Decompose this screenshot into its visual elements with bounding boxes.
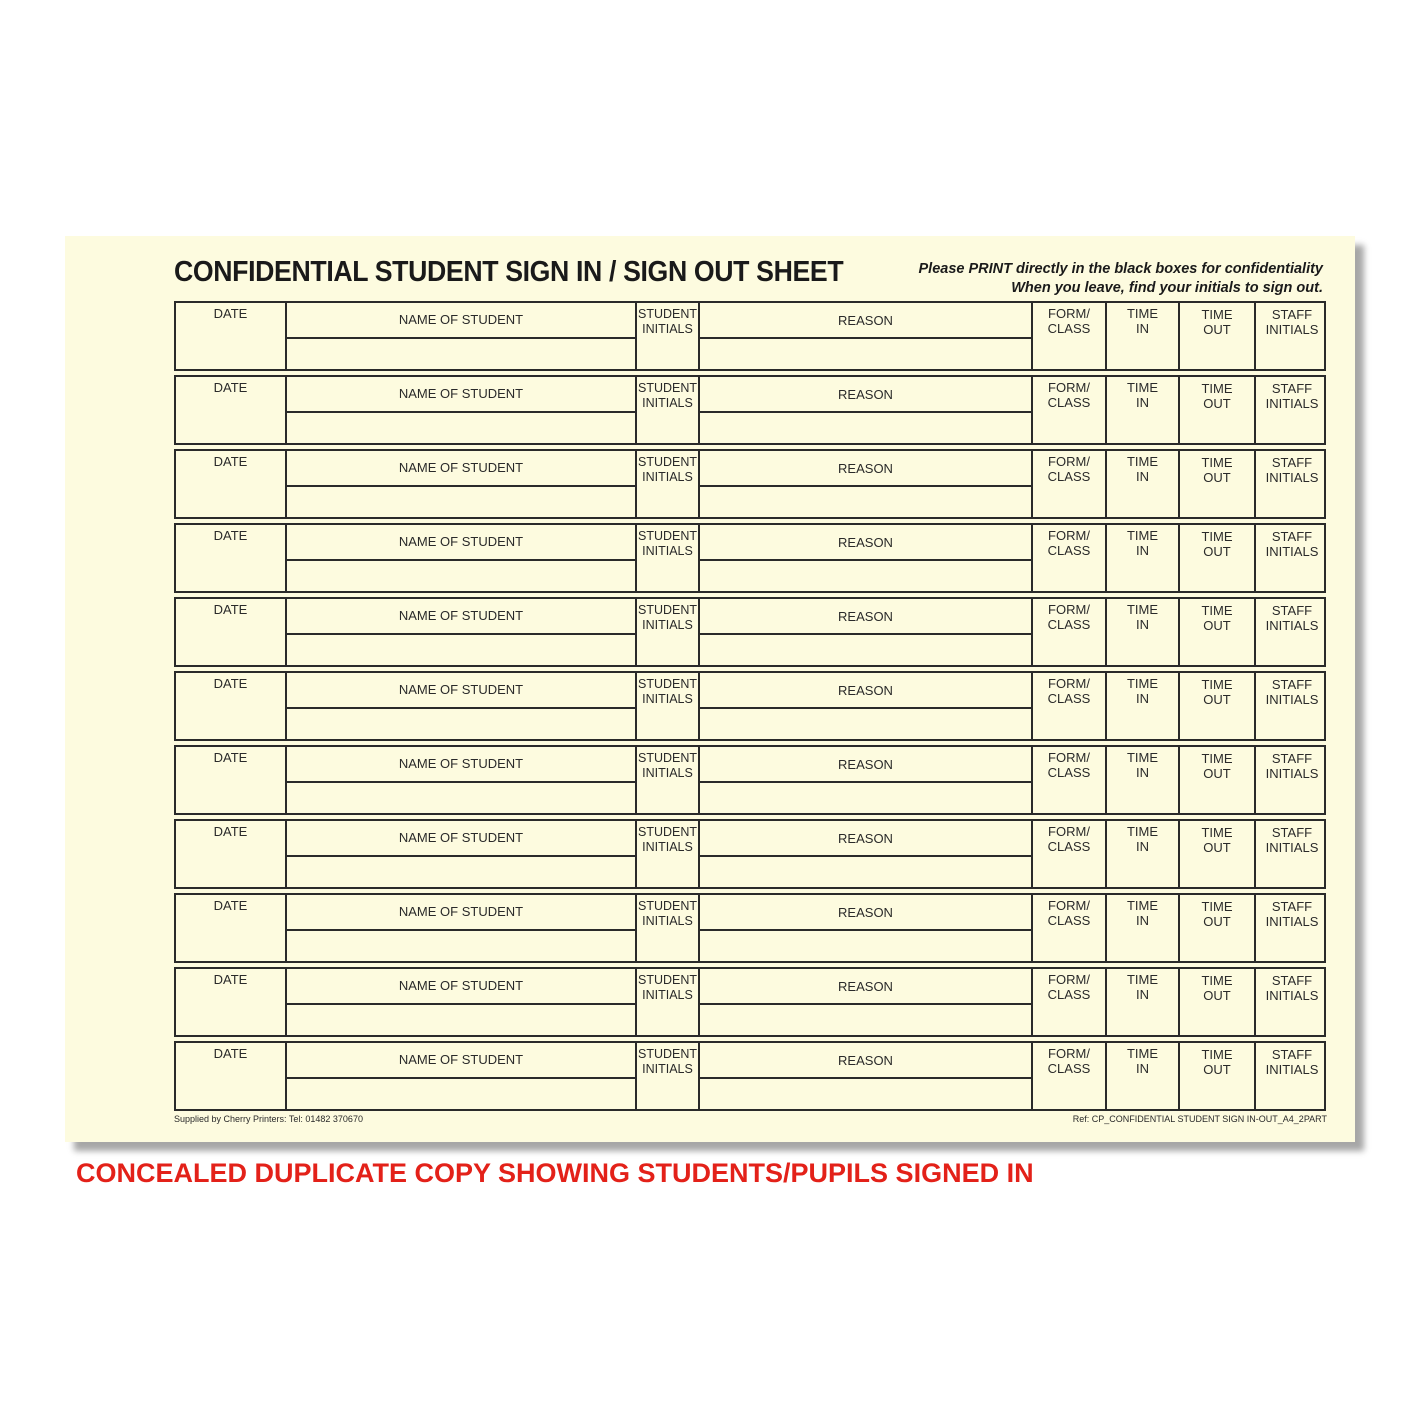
- time-in-cell[interactable]: [1105, 451, 1178, 517]
- student-initials-label-1: STUDENT: [637, 603, 698, 617]
- staff-initials-label-1: STAFF: [1271, 455, 1313, 470]
- date-label: DATE: [213, 528, 248, 543]
- reason-divider: [700, 781, 1031, 783]
- date-label: DATE: [213, 1046, 248, 1061]
- time-in-label-2: IN: [1136, 321, 1149, 336]
- staff-initials-cell[interactable]: [1254, 377, 1328, 443]
- time-in-label-1: TIME: [1126, 528, 1159, 543]
- student-initials-label-1: STUDENT: [637, 751, 698, 765]
- date-cell[interactable]: [176, 303, 285, 369]
- staff-initials-cell[interactable]: [1254, 747, 1328, 813]
- date-label: DATE: [213, 972, 248, 987]
- reason-cell[interactable]: [698, 525, 1031, 591]
- reason-divider: [700, 633, 1031, 635]
- student-name-label: NAME OF STUDENT: [398, 312, 524, 327]
- student-initials-label-1: STUDENT: [637, 677, 698, 691]
- staff-initials-label-2: INITIALS: [1265, 618, 1319, 633]
- form-class-cell[interactable]: [1031, 599, 1105, 665]
- name-divider: [287, 559, 635, 561]
- name-divider: [287, 781, 635, 783]
- duplicate-copy-notice: CONCEALED DUPLICATE COPY SHOWING STUDENTS/PUPILS SIGNED IN: [76, 1158, 1034, 1188]
- form-class-cell[interactable]: [1031, 1043, 1105, 1109]
- form-class-cell[interactable]: [1031, 969, 1105, 1035]
- time-out-label-2: OUT: [1203, 914, 1231, 929]
- student-initials-label-1: STUDENT: [637, 1047, 698, 1061]
- time-out-cell[interactable]: [1178, 599, 1254, 665]
- reason-divider: [700, 559, 1031, 561]
- form-class-cell[interactable]: [1031, 747, 1105, 813]
- time-out-label-1: TIME: [1201, 603, 1233, 618]
- time-in-label-1: TIME: [1126, 898, 1159, 913]
- reason-divider: [700, 485, 1031, 487]
- entry-row: [174, 449, 1326, 519]
- staff-initials-cell[interactable]: [1254, 1043, 1328, 1109]
- date-cell[interactable]: [176, 969, 285, 1035]
- instruction-line-1: Please PRINT directly in the black boxes for confidentiality: [918, 261, 1323, 277]
- form-class-label-1: FORM/: [1048, 972, 1090, 987]
- time-out-label-2: OUT: [1203, 618, 1231, 633]
- student-initials-label-2: INITIALS: [642, 396, 693, 410]
- form-class-label-2: CLASS: [1047, 617, 1091, 632]
- student-initials-cell[interactable]: [635, 451, 698, 517]
- student-initials-label-1: STUDENT: [637, 529, 698, 543]
- name-divider: [287, 1077, 635, 1079]
- time-in-cell[interactable]: [1105, 673, 1178, 739]
- time-in-label-1: TIME: [1126, 380, 1159, 395]
- staff-initials-cell[interactable]: [1254, 525, 1328, 591]
- student-initials-label-1: STUDENT: [637, 973, 698, 987]
- time-in-cell[interactable]: [1105, 525, 1178, 591]
- student-initials-cell[interactable]: [635, 303, 698, 369]
- student-name-label: NAME OF STUDENT: [398, 904, 524, 919]
- time-in-label-1: TIME: [1126, 972, 1159, 987]
- staff-initials-cell[interactable]: [1254, 303, 1328, 369]
- entry-row: [174, 745, 1326, 815]
- student-initials-label-2: INITIALS: [642, 544, 693, 558]
- time-in-cell[interactable]: [1105, 969, 1178, 1035]
- staff-initials-label-2: INITIALS: [1265, 1062, 1319, 1077]
- staff-initials-label-1: STAFF: [1271, 603, 1313, 618]
- form-class-label-1: FORM/: [1048, 1046, 1090, 1061]
- time-in-label-2: IN: [1136, 1061, 1149, 1076]
- reason-label: REASON: [838, 535, 893, 550]
- student-initials-label-2: INITIALS: [642, 766, 693, 780]
- staff-initials-label-2: INITIALS: [1265, 396, 1319, 411]
- student-initials-label-1: STUDENT: [637, 825, 698, 839]
- entry-row: [174, 819, 1326, 889]
- time-in-cell[interactable]: [1105, 747, 1178, 813]
- student-initials-label-2: INITIALS: [642, 692, 693, 706]
- student-initials-cell[interactable]: [635, 599, 698, 665]
- student-initials-label-2: INITIALS: [642, 618, 693, 632]
- student-name-label: NAME OF STUDENT: [398, 1052, 524, 1067]
- time-in-label-2: IN: [1136, 765, 1149, 780]
- reason-label: REASON: [838, 757, 893, 772]
- student-initials-cell[interactable]: [635, 895, 698, 961]
- student-name-label: NAME OF STUDENT: [398, 608, 524, 623]
- entry-row: [174, 301, 1326, 371]
- student-initials-cell[interactable]: [635, 747, 698, 813]
- time-out-cell[interactable]: [1178, 747, 1254, 813]
- time-out-label-1: TIME: [1201, 899, 1233, 914]
- time-out-label-1: TIME: [1201, 751, 1233, 766]
- staff-initials-label-1: STAFF: [1271, 529, 1313, 544]
- supplier-footer: Supplied by Cherry Printers: Tel: 01482 370670: [174, 1114, 363, 1124]
- time-in-label-1: TIME: [1126, 1046, 1159, 1061]
- student-initials-label-1: STUDENT: [637, 307, 698, 321]
- name-divider: [287, 855, 635, 857]
- time-in-label-2: IN: [1136, 913, 1149, 928]
- form-class-cell[interactable]: [1031, 525, 1105, 591]
- student-name-label: NAME OF STUDENT: [398, 978, 524, 993]
- form-class-label-2: CLASS: [1047, 469, 1091, 484]
- form-class-label-1: FORM/: [1048, 454, 1090, 469]
- time-in-cell[interactable]: [1105, 1043, 1178, 1109]
- time-out-label-1: TIME: [1201, 973, 1233, 988]
- time-out-label-2: OUT: [1203, 1062, 1231, 1077]
- form-class-label-2: CLASS: [1047, 913, 1091, 928]
- reason-cell[interactable]: [698, 377, 1031, 443]
- time-out-cell[interactable]: [1178, 673, 1254, 739]
- reason-label: REASON: [838, 313, 893, 328]
- time-in-label-1: TIME: [1126, 602, 1159, 617]
- reason-cell[interactable]: [698, 673, 1031, 739]
- date-label: DATE: [213, 380, 248, 395]
- date-label: DATE: [213, 602, 248, 617]
- time-out-label-2: OUT: [1203, 840, 1231, 855]
- date-label: DATE: [213, 750, 248, 765]
- time-out-label-1: TIME: [1201, 307, 1233, 322]
- student-initials-cell[interactable]: [635, 673, 698, 739]
- date-cell[interactable]: [176, 747, 285, 813]
- staff-initials-label-1: STAFF: [1271, 899, 1313, 914]
- student-name-cell[interactable]: [285, 303, 635, 369]
- staff-initials-label-2: INITIALS: [1265, 914, 1319, 929]
- staff-initials-label-1: STAFF: [1271, 973, 1313, 988]
- student-initials-cell[interactable]: [635, 525, 698, 591]
- sign-in-sheet: [65, 236, 1355, 1142]
- time-in-cell[interactable]: [1105, 599, 1178, 665]
- student-name-cell[interactable]: [285, 599, 635, 665]
- reason-cell[interactable]: [698, 821, 1031, 887]
- student-initials-cell[interactable]: [635, 1043, 698, 1109]
- student-name-cell[interactable]: [285, 821, 635, 887]
- form-class-label-1: FORM/: [1048, 898, 1090, 913]
- time-out-cell[interactable]: [1178, 303, 1254, 369]
- entry-row: [174, 893, 1326, 963]
- reason-label: REASON: [838, 461, 893, 476]
- form-class-label-1: FORM/: [1048, 676, 1090, 691]
- reason-divider: [700, 707, 1031, 709]
- time-out-label-2: OUT: [1203, 544, 1231, 559]
- student-initials-label-2: INITIALS: [642, 988, 693, 1002]
- time-in-cell[interactable]: [1105, 895, 1178, 961]
- form-class-label-1: FORM/: [1048, 528, 1090, 543]
- reason-label: REASON: [838, 609, 893, 624]
- date-cell[interactable]: [176, 895, 285, 961]
- time-out-cell[interactable]: [1178, 377, 1254, 443]
- name-divider: [287, 337, 635, 339]
- form-class-label-1: FORM/: [1048, 306, 1090, 321]
- time-in-label-2: IN: [1136, 395, 1149, 410]
- staff-initials-label-2: INITIALS: [1265, 692, 1319, 707]
- student-initials-label-1: STUDENT: [637, 455, 698, 469]
- date-cell[interactable]: [176, 673, 285, 739]
- time-out-label-2: OUT: [1203, 766, 1231, 781]
- form-class-cell[interactable]: [1031, 377, 1105, 443]
- staff-initials-cell[interactable]: [1254, 969, 1328, 1035]
- time-in-label-2: IN: [1136, 543, 1149, 558]
- date-label: DATE: [213, 824, 248, 839]
- reason-cell[interactable]: [698, 451, 1031, 517]
- time-in-label-1: TIME: [1126, 454, 1159, 469]
- name-divider: [287, 411, 635, 413]
- name-divider: [287, 633, 635, 635]
- date-cell[interactable]: [176, 1043, 285, 1109]
- form-class-cell[interactable]: [1031, 821, 1105, 887]
- entry-row: [174, 523, 1326, 593]
- reason-cell[interactable]: [698, 1043, 1031, 1109]
- reason-divider: [700, 1003, 1031, 1005]
- form-class-cell[interactable]: [1031, 451, 1105, 517]
- time-in-label-2: IN: [1136, 617, 1149, 632]
- form-class-label-2: CLASS: [1047, 543, 1091, 558]
- student-name-cell[interactable]: [285, 525, 635, 591]
- time-out-label-2: OUT: [1203, 470, 1231, 485]
- student-initials-label-2: INITIALS: [642, 914, 693, 928]
- staff-initials-label-1: STAFF: [1271, 1047, 1313, 1062]
- student-name-label: NAME OF STUDENT: [398, 682, 524, 697]
- sheet-title: CONFIDENTIAL STUDENT SIGN IN / SIGN OUT SHEET: [174, 256, 844, 288]
- form-class-label-1: FORM/: [1048, 380, 1090, 395]
- student-name-label: NAME OF STUDENT: [398, 386, 524, 401]
- entry-row: [174, 375, 1326, 445]
- reason-label: REASON: [838, 387, 893, 402]
- student-name-label: NAME OF STUDENT: [398, 460, 524, 475]
- time-in-cell[interactable]: [1105, 821, 1178, 887]
- time-out-cell[interactable]: [1178, 895, 1254, 961]
- date-cell[interactable]: [176, 821, 285, 887]
- staff-initials-cell[interactable]: [1254, 673, 1328, 739]
- student-name-label: NAME OF STUDENT: [398, 756, 524, 771]
- student-name-cell[interactable]: [285, 895, 635, 961]
- student-name-cell[interactable]: [285, 969, 635, 1035]
- time-in-cell[interactable]: [1105, 377, 1178, 443]
- date-label: DATE: [213, 306, 248, 321]
- staff-initials-label-2: INITIALS: [1265, 322, 1319, 337]
- time-out-label-1: TIME: [1201, 529, 1233, 544]
- student-initials-cell[interactable]: [635, 377, 698, 443]
- name-divider: [287, 707, 635, 709]
- student-name-label: NAME OF STUDENT: [398, 830, 524, 845]
- reason-cell[interactable]: [698, 895, 1031, 961]
- form-class-label-1: FORM/: [1048, 750, 1090, 765]
- name-divider: [287, 485, 635, 487]
- name-divider: [287, 929, 635, 931]
- student-name-cell[interactable]: [285, 747, 635, 813]
- time-out-label-1: TIME: [1201, 677, 1233, 692]
- entry-row: [174, 597, 1326, 667]
- student-name-cell[interactable]: [285, 451, 635, 517]
- staff-initials-label-1: STAFF: [1271, 825, 1313, 840]
- form-class-label-2: CLASS: [1047, 321, 1091, 336]
- date-label: DATE: [213, 898, 248, 913]
- time-out-label-2: OUT: [1203, 692, 1231, 707]
- entry-row: [174, 1041, 1326, 1111]
- form-class-label-1: FORM/: [1048, 602, 1090, 617]
- time-in-label-2: IN: [1136, 839, 1149, 854]
- time-out-cell[interactable]: [1178, 525, 1254, 591]
- time-out-label-2: OUT: [1203, 396, 1231, 411]
- date-cell[interactable]: [176, 599, 285, 665]
- date-label: DATE: [213, 676, 248, 691]
- reason-divider: [700, 337, 1031, 339]
- name-divider: [287, 1003, 635, 1005]
- reason-label: REASON: [838, 683, 893, 698]
- student-initials-label-1: STUDENT: [637, 381, 698, 395]
- staff-initials-label-2: INITIALS: [1265, 544, 1319, 559]
- time-out-label-1: TIME: [1201, 455, 1233, 470]
- date-cell[interactable]: [176, 377, 285, 443]
- time-out-cell[interactable]: [1178, 451, 1254, 517]
- staff-initials-cell[interactable]: [1254, 451, 1328, 517]
- form-class-label-2: CLASS: [1047, 691, 1091, 706]
- form-class-label-2: CLASS: [1047, 987, 1091, 1002]
- reason-label: REASON: [838, 831, 893, 846]
- student-initials-label-2: INITIALS: [642, 322, 693, 336]
- reason-cell[interactable]: [698, 969, 1031, 1035]
- student-name-label: NAME OF STUDENT: [398, 534, 524, 549]
- reason-label: REASON: [838, 905, 893, 920]
- time-out-label-2: OUT: [1203, 322, 1231, 337]
- staff-initials-label-1: STAFF: [1271, 751, 1313, 766]
- staff-initials-label-2: INITIALS: [1265, 470, 1319, 485]
- staff-initials-cell[interactable]: [1254, 821, 1328, 887]
- staff-initials-label-1: STAFF: [1271, 307, 1313, 322]
- time-in-cell[interactable]: [1105, 303, 1178, 369]
- form-class-cell[interactable]: [1031, 673, 1105, 739]
- time-out-cell[interactable]: [1178, 821, 1254, 887]
- entry-row: [174, 671, 1326, 741]
- reason-cell[interactable]: [698, 599, 1031, 665]
- date-label: DATE: [213, 454, 248, 469]
- time-out-label-1: TIME: [1201, 1047, 1233, 1062]
- staff-initials-label-2: INITIALS: [1265, 988, 1319, 1003]
- reason-label: REASON: [838, 1053, 893, 1068]
- time-out-label-1: TIME: [1201, 825, 1233, 840]
- time-in-label-1: TIME: [1126, 676, 1159, 691]
- student-name-cell[interactable]: [285, 377, 635, 443]
- student-initials-cell[interactable]: [635, 821, 698, 887]
- instructions: [919, 260, 1324, 298]
- reason-divider: [700, 855, 1031, 857]
- reason-divider: [700, 411, 1031, 413]
- reason-label: REASON: [838, 979, 893, 994]
- reason-cell[interactable]: [698, 747, 1031, 813]
- time-out-cell[interactable]: [1178, 1043, 1254, 1109]
- entry-row: [174, 967, 1326, 1037]
- form-class-label-2: CLASS: [1047, 765, 1091, 780]
- staff-initials-label-2: INITIALS: [1265, 766, 1319, 781]
- staff-initials-label-1: STAFF: [1271, 677, 1313, 692]
- time-in-label-1: TIME: [1126, 306, 1159, 321]
- time-in-label-1: TIME: [1126, 750, 1159, 765]
- reference-footer: Ref: CP_CONFIDENTIAL STUDENT SIGN IN-OUT_A4_2PART: [1072, 1114, 1327, 1124]
- student-initials-label-2: INITIALS: [642, 840, 693, 854]
- student-name-cell[interactable]: [285, 1043, 635, 1109]
- time-in-label-2: IN: [1136, 691, 1149, 706]
- entry-rows: [174, 301, 1326, 1115]
- form-class-label-1: FORM/: [1048, 824, 1090, 839]
- student-name-cell[interactable]: [285, 673, 635, 739]
- reason-divider: [700, 929, 1031, 931]
- time-in-label-1: TIME: [1126, 824, 1159, 839]
- student-initials-label-1: STUDENT: [637, 899, 698, 913]
- reason-divider: [700, 1077, 1031, 1079]
- time-out-label-1: TIME: [1201, 381, 1233, 396]
- form-class-cell[interactable]: [1031, 303, 1105, 369]
- student-initials-cell[interactable]: [635, 969, 698, 1035]
- time-out-label-2: OUT: [1203, 988, 1231, 1003]
- staff-initials-cell[interactable]: [1254, 599, 1328, 665]
- time-in-label-2: IN: [1136, 469, 1149, 484]
- staff-initials-label-1: STAFF: [1271, 381, 1313, 396]
- reason-cell[interactable]: [698, 303, 1031, 369]
- time-out-cell[interactable]: [1178, 969, 1254, 1035]
- date-cell[interactable]: [176, 451, 285, 517]
- student-initials-label-2: INITIALS: [642, 1062, 693, 1076]
- instruction-line-2: When you leave, find your initials to sign out.: [1011, 280, 1323, 296]
- staff-initials-cell[interactable]: [1254, 895, 1328, 961]
- form-class-label-2: CLASS: [1047, 1061, 1091, 1076]
- staff-initials-label-2: INITIALS: [1265, 840, 1319, 855]
- form-class-cell[interactable]: [1031, 895, 1105, 961]
- date-cell[interactable]: [176, 525, 285, 591]
- time-in-label-2: IN: [1136, 987, 1149, 1002]
- form-class-label-2: CLASS: [1047, 395, 1091, 410]
- form-class-label-2: CLASS: [1047, 839, 1091, 854]
- student-initials-label-2: INITIALS: [642, 470, 693, 484]
